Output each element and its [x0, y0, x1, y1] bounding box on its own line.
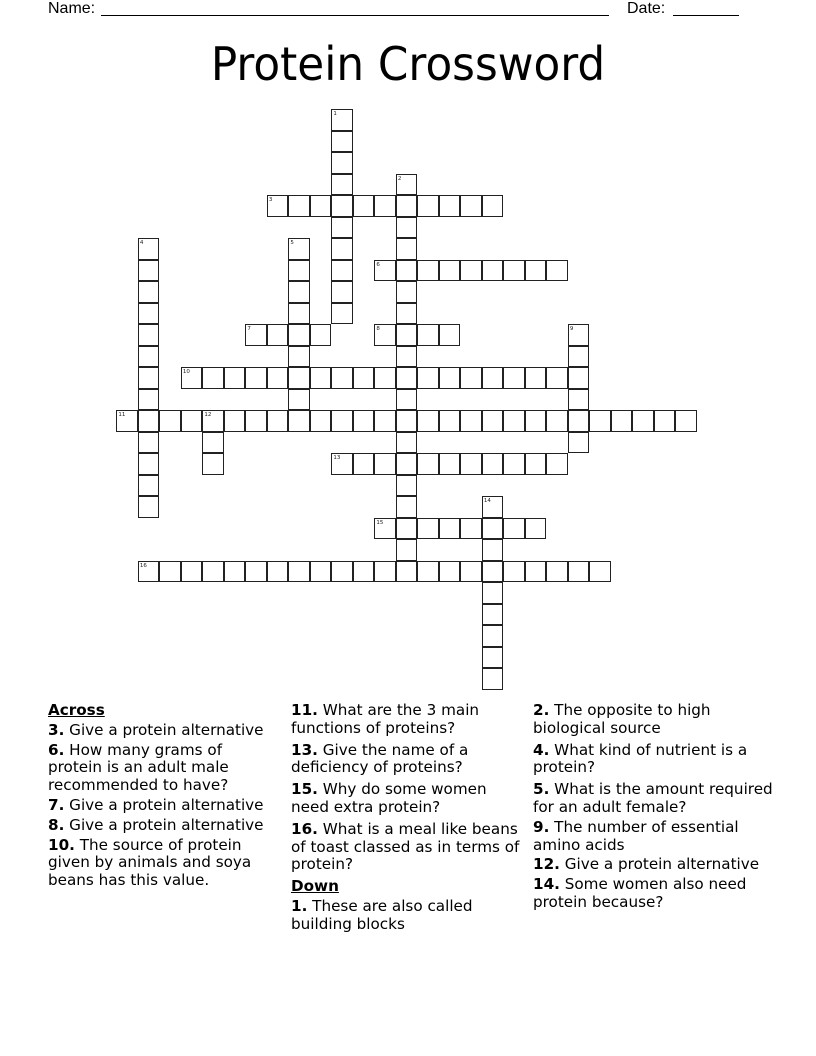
- crossword-cell[interactable]: [288, 195, 310, 217]
- crossword-cell[interactable]: [138, 281, 160, 303]
- crossword-cell[interactable]: [202, 453, 224, 475]
- cell-number: 7: [247, 326, 251, 333]
- crossword-cell[interactable]: [331, 109, 353, 131]
- crossword-cell[interactable]: [138, 346, 160, 368]
- cell-number: 15: [376, 519, 384, 526]
- crossword-cell[interactable]: [374, 518, 396, 540]
- crossword-cell[interactable]: [138, 453, 160, 475]
- crossword-cell[interactable]: [116, 410, 138, 432]
- crossword-cell[interactable]: [439, 561, 461, 583]
- clue-text: The source of protein given by animals and soya beans has this value.: [48, 835, 252, 890]
- crossword-cell[interactable]: [374, 260, 396, 282]
- crossword-cell[interactable]: [245, 367, 267, 389]
- cell-number: 2: [397, 175, 402, 182]
- clue-text: Give a protein alternative: [69, 720, 264, 739]
- crossword-cell[interactable]: [589, 561, 611, 583]
- clue-across-16: [291, 821, 526, 874]
- crossword-cell[interactable]: [138, 475, 160, 497]
- crossword-cell[interactable]: [460, 195, 482, 217]
- crossword-cell[interactable]: [353, 561, 375, 583]
- down-heading: Down: [291, 877, 339, 896]
- crossword-cell[interactable]: [439, 367, 461, 389]
- crossword-cell[interactable]: [288, 410, 310, 432]
- crossword-cell[interactable]: [546, 561, 568, 583]
- crossword-cell[interactable]: [181, 561, 203, 583]
- clue-number: 1.: [291, 896, 308, 915]
- cell-number: 10: [182, 369, 190, 376]
- crossword-cell[interactable]: [439, 518, 461, 540]
- crossword-cell[interactable]: [310, 561, 332, 583]
- crossword-cell[interactable]: [482, 582, 504, 604]
- crossword-cell[interactable]: [138, 389, 160, 411]
- clues-column-2: [291, 702, 526, 936]
- crossword-cell[interactable]: [482, 496, 504, 518]
- crossword-cell[interactable]: [202, 367, 224, 389]
- clues-column-1: [48, 702, 273, 892]
- cell-number: 9: [569, 326, 574, 333]
- crossword-cell[interactable]: [138, 238, 160, 260]
- crossword-cell[interactable]: [374, 195, 396, 217]
- crossword-cell[interactable]: [331, 174, 353, 196]
- clue-text: What is a meal like beans of toast classed as in terms of protein?: [291, 819, 520, 874]
- crossword-cell[interactable]: [417, 195, 439, 217]
- crossword-cell[interactable]: [396, 346, 418, 368]
- crossword-cell[interactable]: [396, 496, 418, 518]
- crossword-cell[interactable]: [396, 281, 418, 303]
- crossword-cell[interactable]: [288, 303, 310, 325]
- clue-text: The opposite to high biological source: [533, 701, 711, 737]
- crossword-cell[interactable]: [396, 195, 418, 217]
- crossword-cell[interactable]: [331, 195, 353, 217]
- cell-number: 6: [376, 261, 380, 268]
- crossword-cell[interactable]: [353, 367, 375, 389]
- crossword-cell[interactable]: [331, 410, 353, 432]
- crossword-cell[interactable]: [396, 432, 418, 454]
- clue-number: 13.: [291, 740, 318, 759]
- crossword-cell[interactable]: [331, 152, 353, 174]
- crossword-cell[interactable]: [181, 410, 203, 432]
- crossword-cell[interactable]: [288, 346, 310, 368]
- crossword-cell[interactable]: [267, 561, 289, 583]
- crossword-cell[interactable]: [288, 238, 310, 260]
- crossword-cell[interactable]: [396, 367, 418, 389]
- crossword-cell[interactable]: [482, 647, 504, 669]
- crossword-cell[interactable]: [417, 453, 439, 475]
- crossword-cell[interactable]: [525, 260, 547, 282]
- crossword-cell[interactable]: [525, 410, 547, 432]
- cell-number: 16: [139, 562, 147, 569]
- crossword-cell[interactable]: [138, 303, 160, 325]
- crossword-cell[interactable]: [439, 260, 461, 282]
- crossword-cell[interactable]: [439, 410, 461, 432]
- crossword-cell[interactable]: [331, 453, 353, 475]
- clue-number: 12.: [533, 855, 560, 874]
- crossword-cell[interactable]: [568, 410, 590, 432]
- crossword-cell[interactable]: [482, 539, 504, 561]
- crossword-cell[interactable]: [331, 561, 353, 583]
- crossword-cell[interactable]: [374, 367, 396, 389]
- clue-across-6: [48, 742, 273, 795]
- date-label: Date:: [627, 0, 666, 17]
- cell-number: 4: [139, 240, 144, 247]
- clue-text: Give the name of a deficiency of proteins?: [291, 740, 469, 777]
- crossword-cell[interactable]: [138, 367, 160, 389]
- crossword-cell[interactable]: [331, 367, 353, 389]
- crossword-cell[interactable]: [482, 260, 504, 282]
- crossword-cell[interactable]: [396, 518, 418, 540]
- clue-across-13: [291, 742, 526, 778]
- crossword-cell[interactable]: [310, 410, 332, 432]
- crossword-cell[interactable]: [460, 453, 482, 475]
- clue-text: What is the amount required for an adult female?: [533, 780, 773, 816]
- crossword-cell[interactable]: [482, 604, 504, 626]
- crossword-cell[interactable]: [482, 625, 504, 647]
- clue-number: 14.: [533, 875, 560, 894]
- crossword-cell[interactable]: [546, 367, 568, 389]
- crossword-cell[interactable]: [482, 453, 504, 475]
- name-label: Name:: [48, 0, 96, 17]
- crossword-cell[interactable]: [331, 238, 353, 260]
- crossword-cell[interactable]: [546, 260, 568, 282]
- cell-number: 5: [290, 240, 294, 247]
- crossword-cell[interactable]: [417, 410, 439, 432]
- crossword-cell[interactable]: [374, 324, 396, 346]
- page-title: Protein Crossword: [210, 37, 606, 91]
- clue-number: 7.: [48, 795, 65, 814]
- crossword-cell[interactable]: [288, 324, 310, 346]
- clue-number: 4.: [533, 740, 550, 759]
- crossword-cell[interactable]: [267, 410, 289, 432]
- clue-text: These are also called building blocks: [291, 896, 473, 933]
- clue-text: The number of essential amino acids: [533, 817, 739, 854]
- crossword-cell[interactable]: [568, 432, 590, 454]
- crossword-cell[interactable]: [525, 561, 547, 583]
- crossword-cell[interactable]: [267, 195, 289, 217]
- crossword-cell[interactable]: [374, 453, 396, 475]
- crossword-cell[interactable]: [525, 453, 547, 475]
- crossword-cell[interactable]: [245, 410, 267, 432]
- crossword-cell[interactable]: [288, 367, 310, 389]
- crossword-cell[interactable]: [460, 367, 482, 389]
- clue-across-15: [291, 781, 526, 817]
- clue-number: 9.: [533, 817, 550, 836]
- crossword-cell[interactable]: [202, 432, 224, 454]
- clue-text: What are the 3 main functions of proteins?: [291, 701, 480, 737]
- crossword-cell[interactable]: [396, 475, 418, 497]
- crossword-cell[interactable]: [503, 518, 525, 540]
- crossword-cell[interactable]: [396, 174, 418, 196]
- crossword-cell[interactable]: [611, 410, 633, 432]
- clue-across-11: [291, 702, 526, 738]
- crossword-cell[interactable]: [503, 561, 525, 583]
- crossword-cell[interactable]: [568, 346, 590, 368]
- clue-number: 6.: [48, 740, 65, 759]
- clue-across-3: [48, 722, 273, 740]
- cell-number: 14: [483, 498, 491, 505]
- crossword-cell[interactable]: [503, 453, 525, 475]
- clue-across-8: [48, 817, 273, 835]
- clue-down-14: [533, 876, 773, 912]
- crossword-cell[interactable]: [396, 303, 418, 325]
- crossword-cell[interactable]: [525, 367, 547, 389]
- crossword-cell[interactable]: [224, 367, 246, 389]
- crossword-cell[interactable]: [138, 496, 160, 518]
- crossword-cell[interactable]: [267, 367, 289, 389]
- crossword-cell[interactable]: [396, 238, 418, 260]
- crossword-cell[interactable]: [288, 389, 310, 411]
- crossword-cell[interactable]: [138, 260, 160, 282]
- clue-text: How many grams of protein is an adult male recommended to have?: [48, 740, 229, 795]
- crossword-cell[interactable]: [568, 389, 590, 411]
- crossword-cell[interactable]: [482, 668, 504, 690]
- crossword-cell[interactable]: [482, 367, 504, 389]
- crossword-cell[interactable]: [675, 410, 697, 432]
- crossword-cell[interactable]: [460, 561, 482, 583]
- crossword-cell[interactable]: [159, 561, 181, 583]
- clue-number: 10.: [48, 835, 75, 854]
- crossword-cell[interactable]: [503, 367, 525, 389]
- crossword-cell[interactable]: [331, 281, 353, 303]
- clue-text: Give a protein alternative: [69, 795, 264, 814]
- crossword-cell[interactable]: [482, 410, 504, 432]
- crossword-cell[interactable]: [331, 131, 353, 153]
- cell-number: 3: [268, 197, 273, 204]
- clue-down-5: [533, 781, 773, 817]
- crossword-cell[interactable]: [417, 518, 439, 540]
- crossword-cell[interactable]: [417, 367, 439, 389]
- crossword-cell[interactable]: [396, 410, 418, 432]
- crossword-cell[interactable]: [396, 453, 418, 475]
- crossword-cell[interactable]: [460, 518, 482, 540]
- crossword-cell[interactable]: [138, 432, 160, 454]
- crossword-cell[interactable]: [138, 561, 160, 583]
- crossword-cell[interactable]: [181, 367, 203, 389]
- clue-number: 8.: [48, 815, 65, 834]
- crossword-cell[interactable]: [374, 561, 396, 583]
- crossword-cell[interactable]: [632, 410, 654, 432]
- clue-text: Why do some women need extra protein?: [291, 780, 487, 816]
- crossword-cell[interactable]: [396, 217, 418, 239]
- cell-number: 1: [333, 111, 337, 118]
- crossword-cell[interactable]: [417, 561, 439, 583]
- crossword-cell[interactable]: [589, 410, 611, 432]
- crossword-cell[interactable]: [331, 217, 353, 239]
- clue-text: Give a protein alternative: [564, 855, 760, 874]
- crossword-cell[interactable]: [331, 260, 353, 282]
- crossword-cell[interactable]: [568, 324, 590, 346]
- crossword-cell[interactable]: [503, 410, 525, 432]
- crossword-cell[interactable]: [310, 324, 332, 346]
- clue-number: 15.: [291, 780, 318, 799]
- clue-down-4: [533, 742, 773, 778]
- clue-down-2: [533, 702, 773, 738]
- crossword-cell[interactable]: [353, 453, 375, 475]
- crossword-cell[interactable]: [202, 410, 224, 432]
- crossword-cell[interactable]: [396, 561, 418, 583]
- crossword-cell[interactable]: [159, 410, 181, 432]
- clue-text: Give a protein alternative: [69, 815, 264, 834]
- crossword-cell[interactable]: [224, 561, 246, 583]
- crossword-cell[interactable]: [525, 518, 547, 540]
- crossword-cell[interactable]: [439, 195, 461, 217]
- crossword-cell[interactable]: [310, 367, 332, 389]
- crossword-cell[interactable]: [439, 324, 461, 346]
- crossword-cell[interactable]: [245, 324, 267, 346]
- crossword-cell[interactable]: [353, 410, 375, 432]
- crossword-cell[interactable]: [396, 260, 418, 282]
- clue-across-10: [48, 837, 273, 890]
- crossword-cell[interactable]: [654, 410, 676, 432]
- clue-down-1: [291, 898, 526, 934]
- crossword-cell[interactable]: [310, 195, 332, 217]
- crossword-cell[interactable]: [503, 260, 525, 282]
- crossword-cell[interactable]: [267, 324, 289, 346]
- crossword-cell[interactable]: [245, 561, 267, 583]
- crossword-cell[interactable]: [138, 410, 160, 432]
- crossword-cell[interactable]: [331, 303, 353, 325]
- crossword-cell[interactable]: [396, 389, 418, 411]
- clue-across-7: [48, 797, 273, 815]
- cell-number: 12: [204, 412, 212, 419]
- crossword-cell[interactable]: [417, 324, 439, 346]
- crossword-cell[interactable]: [546, 410, 568, 432]
- crossword-cell[interactable]: [482, 195, 504, 217]
- crossword-cell[interactable]: [396, 539, 418, 561]
- crossword-cell[interactable]: [202, 561, 224, 583]
- across-heading: Across: [48, 701, 105, 719]
- clues-column-3: [533, 702, 773, 914]
- cell-number: 13: [333, 455, 341, 462]
- crossword-cell[interactable]: [482, 518, 504, 540]
- crossword-cell[interactable]: [224, 410, 246, 432]
- clue-number: 5.: [533, 780, 550, 799]
- cell-number: 8: [376, 326, 380, 333]
- clue-down-9: [533, 819, 773, 855]
- crossword-cell[interactable]: [138, 324, 160, 346]
- cell-number: 11: [118, 412, 126, 419]
- crossword-cell[interactable]: [374, 410, 396, 432]
- clue-text: What kind of nutrient is a protein?: [533, 740, 748, 777]
- clue-number: 16.: [291, 819, 318, 838]
- crossword-cell[interactable]: [396, 324, 418, 346]
- crossword-cell[interactable]: [353, 195, 375, 217]
- crossword-cell[interactable]: [460, 260, 482, 282]
- clue-number: 11.: [291, 701, 318, 719]
- crossword-cell[interactable]: [288, 260, 310, 282]
- crossword-cell[interactable]: [417, 260, 439, 282]
- crossword-cell[interactable]: [568, 561, 590, 583]
- clue-down-12: [533, 856, 773, 874]
- clue-text: Some women also need protein because?: [533, 875, 747, 911]
- crossword-cell[interactable]: [439, 453, 461, 475]
- crossword-cell[interactable]: [568, 367, 590, 389]
- crossword-cell[interactable]: [460, 410, 482, 432]
- crossword-cell[interactable]: [288, 281, 310, 303]
- crossword-cell[interactable]: [482, 561, 504, 583]
- crossword-cell[interactable]: [546, 453, 568, 475]
- clue-number: 3.: [48, 720, 65, 739]
- clue-number: 2.: [533, 701, 550, 719]
- crossword-cell[interactable]: [288, 561, 310, 583]
